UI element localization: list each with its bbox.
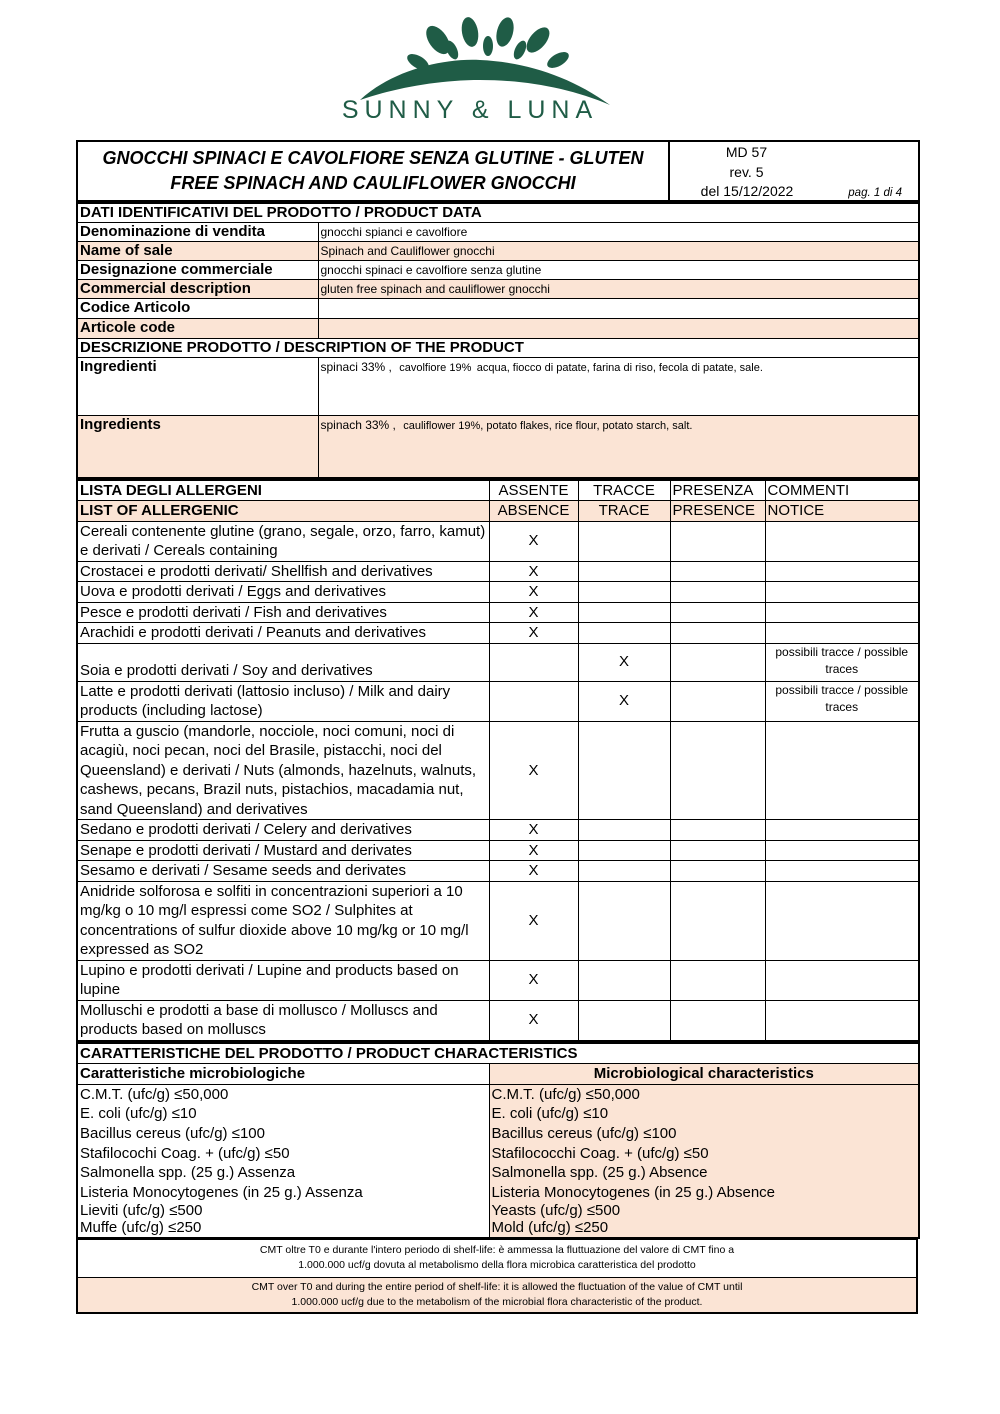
- allergen-name: Sesamo e derivati / Sesame seeds and derivates: [77, 861, 489, 882]
- allergen-presence-mark: [670, 582, 765, 603]
- allergen-name: Sedano e prodotti derivati / Celery and derivatives: [77, 820, 489, 841]
- allergen-row: [77, 1000, 919, 1041]
- allergen-name: Uova e prodotti derivati / Eggs and derivatives: [77, 582, 489, 603]
- allergen-presence-mark: [670, 861, 765, 882]
- value-article-code: [318, 319, 919, 339]
- value-name-of-sale: Spinach and Cauliflower gnocchi: [318, 242, 919, 261]
- allergen-trace-mark: [578, 960, 670, 1000]
- brand-name: SUNNY & LUNA: [341, 96, 599, 124]
- allergen-presence-mark: [670, 643, 765, 681]
- value-designazione: gnocchi spinaci e cavolfiore senza glutine: [318, 261, 919, 280]
- allergen-row: [77, 623, 919, 644]
- col-presence: PRESENCE: [670, 501, 765, 522]
- allergen-name: Anidride solforosa e solfiti in concentrazioni superiori a 10 mg/kg o 10 mg/l espressi come SO2 / Sulphites at concentrations of sulfur dioxide above 10 mg/kg or 10 mg/l expressed as SO2: [77, 881, 489, 960]
- row-article-code: [77, 319, 919, 339]
- allergen-row: [77, 602, 919, 623]
- allergen-absence-mark: X: [489, 881, 578, 960]
- micro-title-en: Microbiological characteristics: [489, 1064, 919, 1085]
- col-absence: ABSENCE: [489, 501, 578, 522]
- label-name-of-sale: Name of sale: [77, 242, 318, 261]
- value-codice-articolo: [318, 299, 919, 319]
- allergen-name: Molluschi e prodotti a base di mollusco / Molluscs and products based on molluscs: [77, 1000, 489, 1041]
- allergen-rows: [77, 521, 919, 1041]
- col-presenza: PRESENZA: [670, 480, 765, 501]
- characteristics-title: CARATTERISTICHE DEL PRODOTTO / PRODUCT CHARACTERISTICS: [77, 1043, 919, 1064]
- allergen-notice: [765, 602, 919, 623]
- micro-en-cmt: C.M.T. (ufc/g) ≤50,000: [491, 1085, 640, 1103]
- allergen-presence-mark: [670, 602, 765, 623]
- value-commercial-description: gluten free spinach and cauliflower gnocchi: [318, 280, 919, 299]
- allergens-title-it: LISTA DEGLI ALLERGENI: [77, 480, 489, 501]
- allergen-absence-mark: X: [489, 721, 578, 820]
- label-codice-articolo: Codice Articolo: [77, 299, 318, 319]
- allergen-name: Soia e prodotti derivati / Soy and derivatives: [77, 643, 489, 681]
- allergen-notice: [765, 721, 919, 820]
- micro-en-listeria: Listeria Monocytogenes (in 25 g.) Absence: [491, 1184, 775, 1202]
- allergen-trace-mark: [578, 881, 670, 960]
- ingredienti-part-3: acqua, fiocco di patate, farina di riso, fecola di patate, sale.: [476, 362, 763, 374]
- sun-rays-logo-icon: [320, 10, 630, 110]
- label-ingredients: Ingredients: [77, 416, 318, 478]
- allergen-presence-mark: [670, 721, 765, 820]
- row-denominazione: [77, 223, 919, 242]
- micro-it-cmt: C.M.T. (ufc/g) ≤50,000: [80, 1085, 229, 1103]
- allergen-absence-mark: X: [489, 582, 578, 603]
- allergen-name: Pesce e prodotti derivati / Fish and derivatives: [77, 602, 489, 623]
- micro-en-salmonella: Salmonella spp. (25 g.) Absence: [491, 1164, 708, 1182]
- allergen-trace-mark: X: [578, 643, 670, 681]
- col-tracce: TRACCE: [578, 480, 670, 501]
- label-designazione: Designazione commerciale: [77, 261, 318, 280]
- micro-it-bacillus: Bacillus cereus (ufc/g) ≤100: [80, 1124, 265, 1142]
- doc-revision: rev. 5: [729, 164, 764, 180]
- micro-en-yeasts: Yeasts (ufc/g) ≤500: [491, 1201, 621, 1219]
- allergen-name: Cereali contenente glutine (grano, segale, orzo, farro, kamut) e derivati / Cereals containing: [77, 521, 489, 561]
- allergen-absence-mark: X: [489, 561, 578, 582]
- allergen-name: Lupino e prodotti derivati / Lupine and products based on lupine: [77, 960, 489, 1000]
- allergen-row: [77, 960, 919, 1000]
- row-commercial-description: [77, 280, 919, 299]
- product-data-title: DATI IDENTIFICATIVI DEL PRODOTTO / PRODUCT DATA: [77, 203, 919, 223]
- allergen-absence-mark: X: [489, 1000, 578, 1041]
- allergen-notice: [765, 582, 919, 603]
- allergen-notice: [765, 881, 919, 960]
- allergen-notice: possibili tracce / possible traces: [765, 681, 919, 721]
- micro-en-mold: Mold (ufc/g) ≤250: [491, 1218, 609, 1236]
- row-codice-articolo: [77, 299, 919, 319]
- ingredients-part-2: cauliflower 19%, potato flakes, rice flour, potato starch, salt.: [403, 420, 693, 432]
- allergen-absence-mark: [489, 681, 578, 721]
- allergen-presence-mark: [670, 521, 765, 561]
- allergen-notice: [765, 1000, 919, 1041]
- cmt-note-en-line-2: 1.000.000 ucf/g due to the metabolism of the microbial flora characteristic of the product.: [291, 1295, 703, 1308]
- allergen-presence-mark: [670, 960, 765, 1000]
- row-designazione: [77, 261, 919, 280]
- allergen-absence-mark: X: [489, 623, 578, 644]
- allergen-notice: [765, 561, 919, 582]
- allergen-row: [77, 582, 919, 603]
- allergen-row: [77, 861, 919, 882]
- allergen-notice: [765, 861, 919, 882]
- allergen-trace-mark: [578, 623, 670, 644]
- micro-en-ecoli: E. coli (ufc/g) ≤10: [491, 1105, 609, 1123]
- ingredienti-part-2: cavolfiore 19%: [399, 362, 472, 374]
- allergen-trace-mark: [578, 820, 670, 841]
- allergen-name: Frutta a guscio (mandorle, nocciole, noci comuni, noci di acagiù, noci pecan, noci del Brasile, pistacchi, noci del Queensland) e derivati / Nuts (almonds, hazelnuts, walnuts, cashews, pecans, Brazil nuts, pistachios, macadamia nut, sand Queensland) and derivatives: [77, 721, 489, 820]
- allergens-title-en: LIST OF ALLERGENIC: [77, 501, 489, 522]
- product-sheet: [76, 140, 918, 1314]
- allergen-notice: possibili tracce / possible traces: [765, 643, 919, 681]
- allergen-row: [77, 820, 919, 841]
- doc-date: del 15/12/2022: [700, 183, 794, 199]
- micro-list-en: [489, 1084, 919, 1238]
- allergen-row: [77, 840, 919, 861]
- ingredienti-part-1: spinaci 33% ,: [320, 360, 392, 374]
- allergen-trace-mark: [578, 840, 670, 861]
- allergen-row: [77, 881, 919, 960]
- label-denominazione: Denominazione di vendita: [77, 223, 318, 242]
- allergen-absence-mark: X: [489, 602, 578, 623]
- col-assente: ASSENTE: [489, 480, 578, 501]
- allergen-presence-mark: [670, 881, 765, 960]
- page-number: pag. 1 di 4: [848, 187, 902, 199]
- cmt-note-it: [77, 1239, 917, 1277]
- micro-title-it: Caratteristiche microbiologiche: [77, 1064, 489, 1085]
- allergen-absence-mark: X: [489, 521, 578, 561]
- allergen-trace-mark: [578, 561, 670, 582]
- cmt-note-en-line-1: CMT over T0 and during the entire period of shelf-life: it is allowed the fluctuation of the value of CMT until: [251, 1280, 743, 1293]
- allergen-presence-mark: [670, 820, 765, 841]
- allergen-notice: [765, 521, 919, 561]
- allergen-notice: [765, 840, 919, 861]
- allergen-notice: [765, 820, 919, 841]
- row-name-of-sale: [77, 242, 919, 261]
- label-commercial-description: Commercial description: [77, 280, 318, 299]
- micro-it-muffe: Muffe (ufc/g) ≤250: [80, 1218, 202, 1236]
- allergen-row: [77, 721, 919, 820]
- micro-it-listeria: Listeria Monocytogenes (in 25 g.) Assenza: [80, 1184, 363, 1202]
- allergen-row: [77, 681, 919, 721]
- characteristics-table: [76, 1042, 920, 1239]
- allergen-trace-mark: [578, 582, 670, 603]
- title-line-2: FREE SPINACH AND CAULIFLOWER GNOCCHI: [170, 173, 576, 193]
- allergen-row: [77, 561, 919, 582]
- allergen-presence-mark: [670, 623, 765, 644]
- allergen-name: Latte e prodotti derivati (lattosio incluso) / Milk and dairy products (including lactose): [77, 681, 489, 721]
- allergen-name: Senape e prodotti derivati / Mustard and derivates: [77, 840, 489, 861]
- description-title: DESCRIZIONE PRODOTTO / DESCRIPTION OF THE PRODUCT: [77, 339, 919, 358]
- allergen-name: Arachidi e prodotti derivati / Peanuts and derivatives: [77, 623, 489, 644]
- value-ingredients: [318, 416, 919, 478]
- col-commenti: COMMENTI: [765, 480, 919, 501]
- allergen-presence-mark: [670, 681, 765, 721]
- title-line-1: GNOCCHI SPINACI E CAVOLFIORE SENZA GLUTINE - GLUTEN: [102, 148, 644, 168]
- allergen-absence-mark: X: [489, 861, 578, 882]
- allergen-presence-mark: [670, 840, 765, 861]
- allergens-table: [76, 479, 920, 1042]
- product-title: [77, 141, 669, 201]
- allergen-trace-mark: [578, 861, 670, 882]
- micro-it-lieviti: Lieviti (ufc/g) ≤500: [80, 1201, 203, 1219]
- label-article-code: Articole code: [77, 319, 318, 339]
- allergen-presence-mark: [670, 1000, 765, 1041]
- cmt-notes-table: [76, 1239, 918, 1315]
- allergen-absence-mark: X: [489, 820, 578, 841]
- allergen-presence-mark: [670, 561, 765, 582]
- allergen-trace-mark: [578, 1000, 670, 1041]
- allergen-name: Crostacei e prodotti derivati/ Shellfish and derivatives: [77, 561, 489, 582]
- allergen-trace-mark: [578, 602, 670, 623]
- allergen-trace-mark: [578, 521, 670, 561]
- cmt-note-it-line-1: CMT oltre T0 e durante l'intero periodo di shelf-life: è ammessa la fluttuazione del valore di CMT fino a: [259, 1244, 735, 1257]
- cmt-note-en: [77, 1277, 917, 1313]
- micro-en-bacillus: Bacillus cereus (ufc/g) ≤100: [491, 1124, 677, 1142]
- allergen-absence-mark: X: [489, 840, 578, 861]
- value-ingredienti: [318, 358, 919, 416]
- micro-it-ecoli: E. coli (ufc/g) ≤10: [80, 1105, 197, 1123]
- value-denominazione: gnocchi spianci e cavolfiore: [318, 223, 919, 242]
- allergen-trace-mark: X: [578, 681, 670, 721]
- allergen-row: [77, 643, 919, 681]
- col-notice: NOTICE: [765, 501, 919, 522]
- micro-it-salmonella: Salmonella spp. (25 g.) Assenza: [80, 1164, 296, 1182]
- allergen-absence-mark: X: [489, 960, 578, 1000]
- doc-code: MD 57: [725, 144, 768, 160]
- row-ingredienti: [77, 358, 919, 416]
- product-data-table: [76, 202, 920, 479]
- label-ingredienti: Ingredienti: [77, 358, 318, 416]
- allergen-notice: [765, 960, 919, 1000]
- micro-en-stafilococchi: Stafilococchi Coag. + (ufc/g) ≤50: [491, 1144, 709, 1162]
- cmt-note-it-line-2: 1.000.000 ucf/g dovuta al metabolismo della flora microbica caratteristica del prodotto: [298, 1259, 696, 1272]
- micro-it-stafilococchi: Stafilocochi Coag. + (ufc/g) ≤50: [80, 1144, 290, 1162]
- col-trace: TRACE: [578, 501, 670, 522]
- ingredients-part-1: spinach 33% ,: [320, 418, 396, 432]
- header-table: [76, 140, 920, 202]
- allergen-notice: [765, 623, 919, 644]
- document-reference: [669, 141, 919, 201]
- allergen-absence-mark: [489, 643, 578, 681]
- allergen-trace-mark: [578, 721, 670, 820]
- micro-list-it: [77, 1084, 489, 1238]
- row-ingredients: [77, 416, 919, 478]
- allergen-row: [77, 521, 919, 561]
